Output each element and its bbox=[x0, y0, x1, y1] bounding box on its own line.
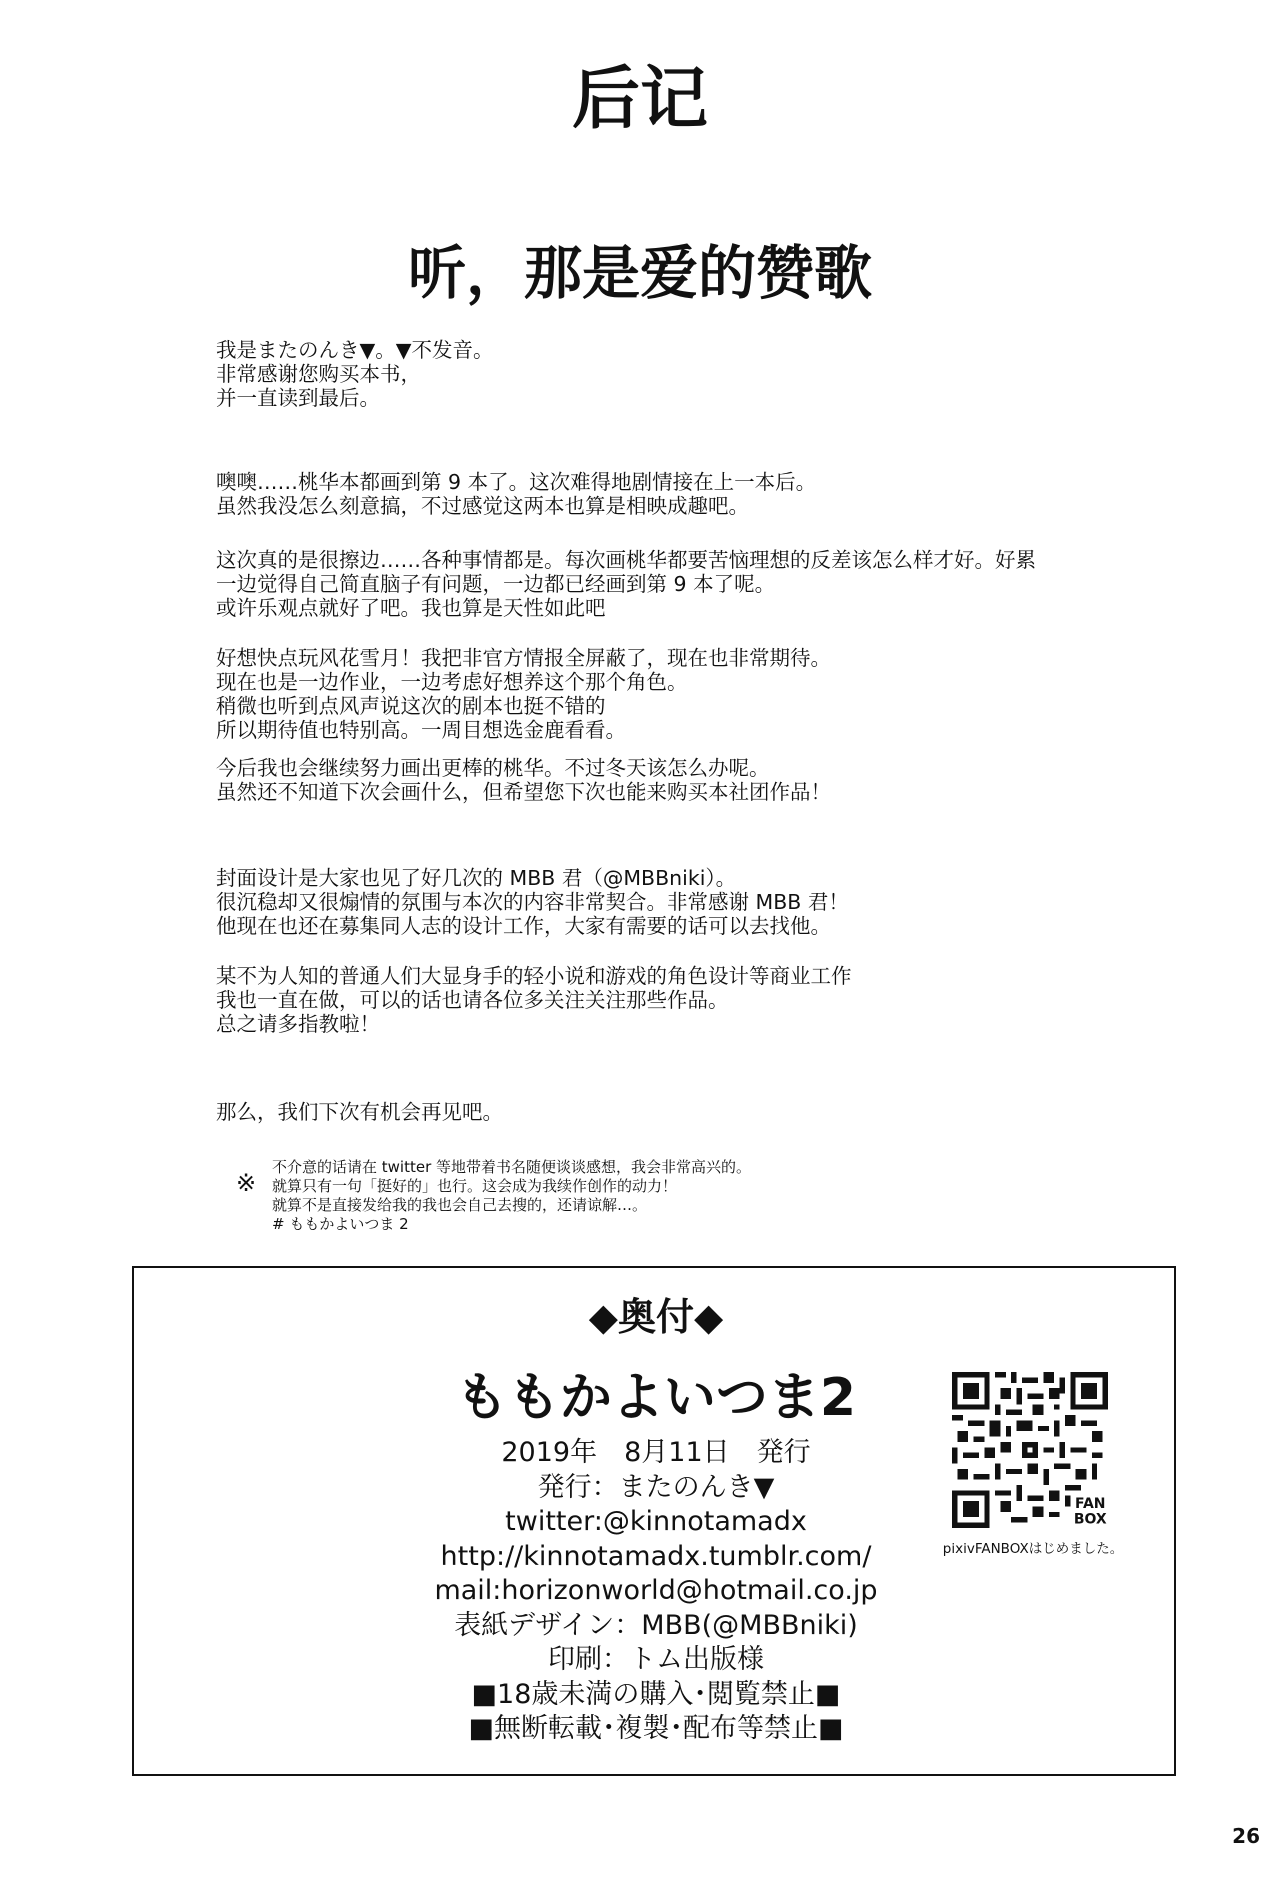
paragraph bbox=[216, 756, 831, 804]
text-line: 我是またのんき▼。▼不发音。 bbox=[216, 338, 494, 362]
text-line: 所以期待值也特别高。一周目想选金鹿看看。 bbox=[216, 718, 626, 742]
text-line: 很沉稳却又很煽情的氛围与本次的内容非常契合。非常感谢 MBB 君！ bbox=[216, 890, 849, 914]
footnote-lines bbox=[272, 1158, 751, 1234]
text-line: 一边觉得自己简直脑子有问题，一边都已经画到第 9 本了呢。 bbox=[216, 572, 776, 596]
publisher: 発行：またのんき▼ bbox=[537, 1471, 775, 1503]
cover-design-credit: 表紙デザイン：MBB(@MBBniki) bbox=[454, 1609, 858, 1641]
text-line: 并一直读到最后。 bbox=[216, 386, 380, 410]
book-title: ももかよいつま2 bbox=[455, 1368, 857, 1428]
colophon-box bbox=[132, 1266, 1176, 1776]
text-line: 噢噢……桃华本都画到第 9 本了。这次难得地剧情接在上一本后。 bbox=[216, 470, 817, 494]
qr-badge-line: BOX bbox=[1073, 1511, 1107, 1528]
qr-code-icon bbox=[952, 1372, 1108, 1528]
reproduction-notice: ■無断転載･複製･配布等禁止■ bbox=[468, 1713, 844, 1744]
paragraph bbox=[216, 866, 849, 938]
footnote-line: 不介意的话请在 twitter 等地带着书名随便谈谈感想，我会非常高兴的。 bbox=[272, 1158, 752, 1176]
text-line: 稍微也听到点风声说这次的剧本也挺不错的 bbox=[216, 694, 606, 718]
paragraph bbox=[216, 1100, 503, 1124]
page-number: 26 bbox=[1232, 1824, 1260, 1848]
text-line: 非常感谢您购买本书， bbox=[216, 362, 421, 386]
paragraph bbox=[216, 964, 852, 1036]
text-line: 那么，我们下次有机会再见吧。 bbox=[216, 1100, 503, 1124]
text-line: 虽然我没怎么刻意搞，不过感觉这两本也算是相映成趣吧。 bbox=[216, 494, 749, 518]
page-title: 后记 bbox=[571, 60, 708, 139]
text-line: 今后我也会继续努力画出更棒的桃华。不过冬天该怎么办呢。 bbox=[216, 756, 770, 780]
text-line: 这次真的是很擦边……各种事情都是。每次画桃华都要苦恼理想的反差该怎么样才好。好累 bbox=[216, 548, 1036, 572]
text-line: 现在也是一边作业，一边考虑好想养这个那个角色。 bbox=[216, 670, 688, 694]
reference-mark: ※ bbox=[236, 1169, 257, 1197]
email-address: mail:horizonworld@hotmail.co.jp bbox=[434, 1575, 878, 1606]
text-line: 封面设计是大家也见了好几次的 MBB 君（@MBBniki）。 bbox=[216, 866, 737, 890]
text-line: 总之请多指教啦！ bbox=[216, 1012, 380, 1036]
footnote-line: 就算只有一句「挺好的」也行。这会成为我续作创作的动力！ bbox=[272, 1177, 678, 1195]
paragraph bbox=[216, 646, 831, 742]
colophon-heading: ◆奥付◆ bbox=[588, 1295, 724, 1339]
paragraph bbox=[216, 548, 1036, 620]
publish-date: 2019年 8月11日 発行 bbox=[501, 1437, 811, 1468]
text-line: 好想快点玩风花雪月！我把非官方情报全屏蔽了，现在也非常期待。 bbox=[216, 646, 831, 670]
paragraph bbox=[216, 470, 816, 518]
afterword-subtitle: 听，那是爱的赞歌 bbox=[407, 239, 872, 307]
text-line: 我也一直在做，可以的话也请各位多关注关注那些作品。 bbox=[216, 988, 729, 1012]
footnote-line: 就算不是直接发给我的我也会自己去搜的，还请谅解…。 bbox=[272, 1196, 648, 1214]
paragraph bbox=[216, 338, 494, 410]
qr-badge-line: FAN bbox=[1075, 1496, 1106, 1513]
age-restriction-notice: ■18歳未満の購入･閲覧禁止■ bbox=[471, 1678, 841, 1710]
text-line: 或许乐观点就好了吧。我也算是天性如此吧 bbox=[216, 596, 606, 620]
qr-caption: pixivFANBOXはじめました。 bbox=[942, 1541, 1124, 1557]
twitter-handle: twitter:@kinnotamadx bbox=[505, 1506, 807, 1537]
text-line: 他现在也还在募集同人志的设计工作，大家有需要的话可以去找他。 bbox=[216, 914, 831, 938]
printer-credit: 印刷：トム出版様 bbox=[548, 1644, 764, 1675]
text-line: 虽然还不知道下次会画什么，但希望您下次也能来购买本社团作品！ bbox=[216, 780, 831, 804]
text-line: 某不为人知的普通人们大显身手的轻小说和游戏的角色设计等商业工作 bbox=[216, 964, 852, 988]
website-url: http://kinnotamadx.tumblr.com/ bbox=[440, 1540, 872, 1572]
footnote-line: # ももかよいつま 2 bbox=[272, 1215, 409, 1233]
